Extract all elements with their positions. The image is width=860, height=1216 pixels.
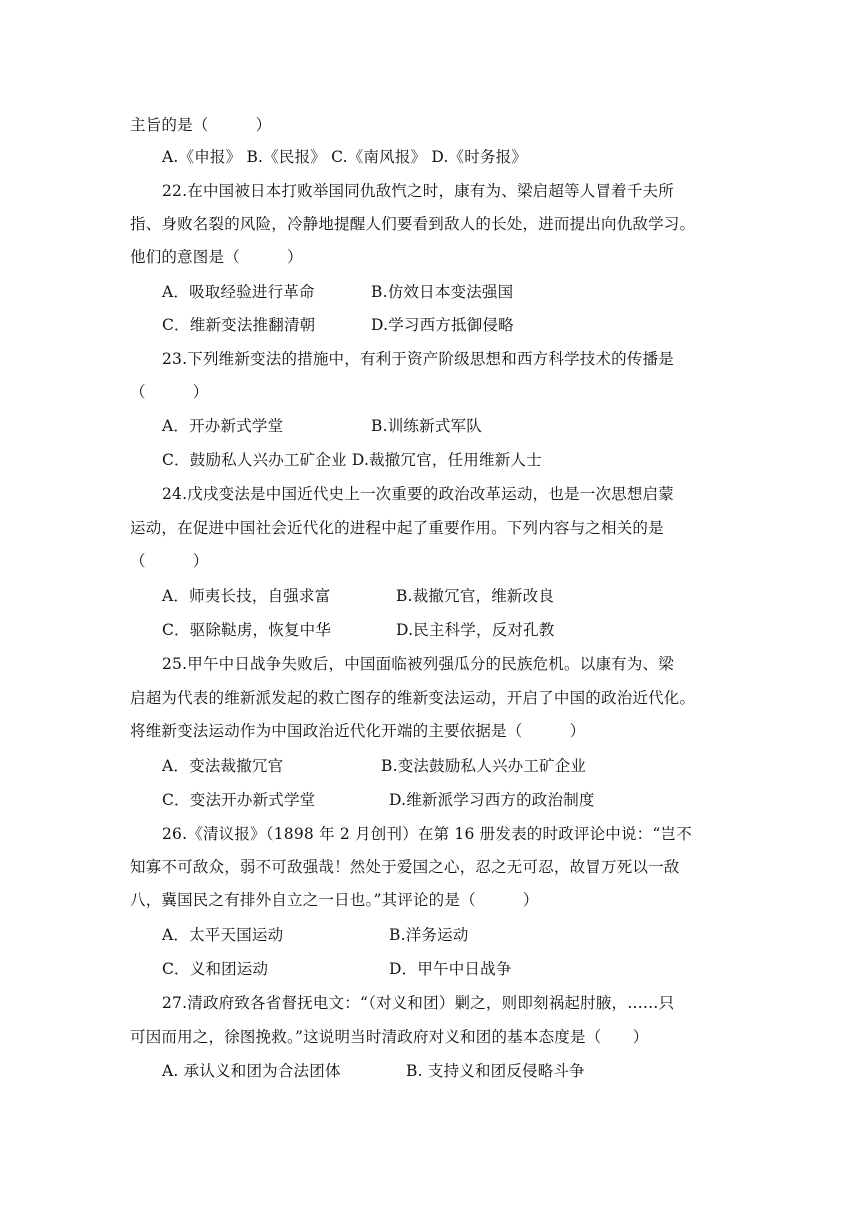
q24-stem-line2: 运动，在促进中国社会近代化的进程中起了重要作用。下列内容与之相关的是	[130, 519, 664, 537]
q23-options-cd: C．鼓励私人兴办工矿企业 D.裁撤冗官，任用维新人士	[162, 451, 542, 469]
q25-stem-line3: 将维新变法运动作为中国政治近代化开端的主要依据是（ ）	[130, 722, 586, 740]
q22-option-d: D.学习西方抵御侵略	[371, 316, 514, 334]
q21-options: A.《申报》 B.《民报》 C.《南风报》 D.《时务报》	[162, 148, 528, 166]
q27-stem-line2: 可因而用之，徐图挽救。”这说明当时清政府对义和团的基本态度是（ ）	[130, 1028, 649, 1046]
q23-option-a: A．开办新式学堂	[162, 417, 284, 435]
q26-option-c: C．义和团运动	[162, 960, 269, 978]
q22-stem-line3: 他们的意图是（ ）	[130, 248, 303, 266]
q22-stem-line1: 22.在中国被日本打败举国同仇敌忾之时，康有为、梁启超等人冒着千夫所	[162, 182, 674, 200]
q24-option-b: B.裁撤冗官，维新改良	[396, 587, 555, 605]
q26-option-d: D．甲午中日战争	[389, 960, 512, 978]
q27-stem-line1: 27.清政府致各省督抚电文：“（对义和团）剿之，则即刻祸起肘腋，……只	[162, 994, 675, 1012]
q25-option-c: C．变法开办新式学堂	[162, 791, 316, 809]
q22-option-c: C．维新变法推翻清朝	[162, 316, 316, 334]
q26-stem-line3: 八，冀国民之有排外自立之一日也。”其评论的是（ ）	[130, 891, 539, 909]
q24-option-c: C．驱除鞑虏，恢复中华	[162, 621, 332, 639]
q24-option-d: D.民主科学，反对孔教	[396, 621, 555, 639]
q25-stem-line2: 启超为代表的维新派发起的救亡图存的维新变法运动，开启了中国的政治近代化。	[130, 689, 696, 707]
q23-stem-line2: （ ）	[130, 383, 209, 401]
q23-option-b: B.训练新式军队	[371, 417, 482, 435]
q27-option-a: A. 承认义和团为合法团体	[162, 1062, 341, 1080]
q26-option-b: B.洋务运动	[389, 926, 469, 944]
q24-option-a: A．师夷长技，自强求富	[162, 587, 331, 605]
q24-stem-line3: （ ）	[130, 552, 209, 570]
q21-stem-continuation: 主旨的是（ ）	[130, 116, 272, 134]
q25-option-d: D.维新派学习西方的政治制度	[389, 791, 595, 809]
q25-option-b: B.变法鼓励私人兴办工矿企业	[381, 757, 587, 775]
q25-stem-line1: 25.甲午中日战争失败后，中国面临被列强瓜分的民族危机。以康有为、梁	[162, 655, 674, 673]
q24-stem-line1: 24.戊戌变法是中国近代史上一次重要的政治改革运动，也是一次思想启蒙	[162, 485, 674, 503]
q26-stem-line1: 26.《清议报》（1898 年 2 月创刊）在第 16 册发表的时政评论中说：“岂不	[162, 825, 692, 843]
q26-option-a: A．太平天国运动	[162, 926, 284, 944]
q26-stem-line2: 知寡不可敌众，弱不可敌强哉！然处于爱国之心，忍之无可忍，故冒万死以一敌	[130, 858, 680, 876]
q22-stem-line2: 指、身败名裂的风险，冷静地提醒人们要看到敌人的长处，进而提出向仇敌学习。	[130, 215, 696, 233]
q22-option-b: B.仿效日本变法强国	[371, 283, 514, 301]
q27-option-b: B. 支持义和团反侵略斗争	[406, 1062, 585, 1080]
q23-stem-line1: 23.下列维新变法的措施中，有利于资产阶级思想和西方科学技术的传播是	[162, 350, 674, 368]
q25-option-a: A．变法裁撤冗官	[162, 757, 284, 775]
q22-option-a: A．吸取经验进行革命	[162, 283, 315, 301]
